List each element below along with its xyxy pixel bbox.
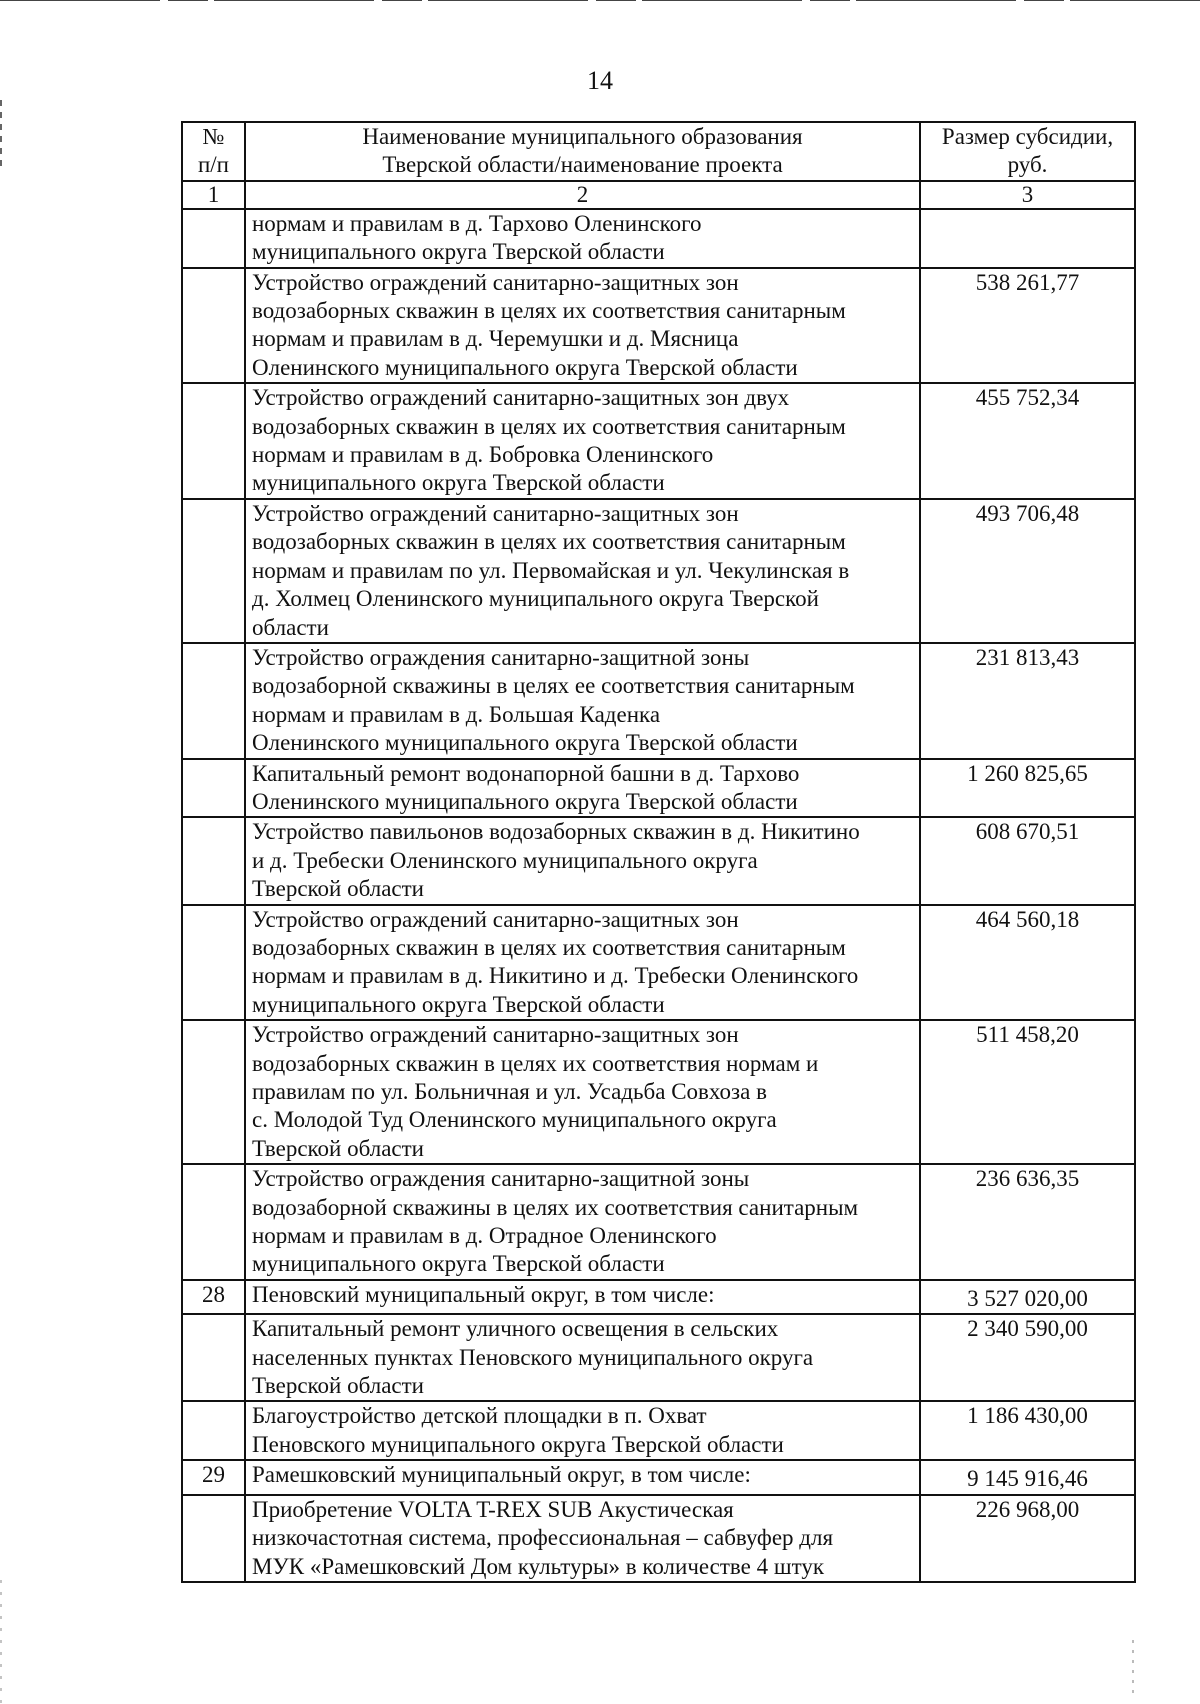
row-name-line: водозаборных скважин в целях их соответствия санитарным: [252, 413, 846, 439]
row-name: [245, 268, 920, 384]
row-name-line: водозаборной скважины в целях их соответствия санитарным: [252, 1194, 859, 1220]
header-sum-line: руб.: [1007, 152, 1048, 178]
row-name-line: муниципального округа Тверской области: [252, 239, 665, 265]
row-name-line: водозаборных скважин в целях их соответствия санитарным: [252, 934, 846, 960]
row-name-line: муниципального округа Тверской области: [252, 991, 665, 1017]
row-name-line: Оленинского муниципального округа Тверской области: [252, 788, 798, 814]
row-name: [245, 1164, 920, 1280]
row-name-line: Рамешковский муниципальный округ, в том числе:: [252, 1462, 751, 1488]
row-name: [245, 643, 920, 759]
row-number: [182, 905, 245, 1021]
row-name-line: д. Холмец Оленинского муниципального округа Тверской: [252, 586, 819, 612]
subsidy-table: [181, 121, 1136, 1583]
row-number: [182, 209, 245, 268]
row-number: 29: [182, 1460, 245, 1494]
section-row: [182, 1280, 1135, 1314]
row-subsidy-amount: 493 706,48: [920, 499, 1135, 643]
row-name-line: области: [252, 614, 329, 640]
row-name-line: водозаборной скважины в целях ее соответствия санитарным: [252, 673, 855, 699]
header-name-line: Тверской области/наименование проекта: [382, 152, 783, 178]
row-name: [245, 817, 920, 904]
table-row: [182, 1401, 1135, 1460]
row-name-line: муниципального округа Тверской области: [252, 1251, 665, 1277]
header-sum-line: Размер субсидии,: [941, 124, 1114, 149]
row-subsidy-amount: 464 560,18: [920, 905, 1135, 1021]
row-subsidy-amount: 511 458,20: [920, 1020, 1135, 1164]
row-name-line: нормам и правилам в д. Никитино и д. Требески Оленинского: [252, 963, 859, 989]
row-number: [182, 383, 245, 499]
row-number: [182, 268, 245, 384]
table-row: [182, 905, 1135, 1021]
row-name-line: и д. Требески Оленинского муниципального округа: [252, 847, 758, 873]
row-subsidy-amount: 538 261,77: [920, 268, 1135, 384]
table-body: [182, 209, 1135, 1582]
row-subsidy-amount: 455 752,34: [920, 383, 1135, 499]
row-name-line: Устройство ограждений санитарно-защитных зон двух: [252, 385, 790, 411]
row-name-line: нормам и правилам в д. Бобровка Оленинского: [252, 442, 714, 468]
row-name: [245, 1495, 920, 1582]
row-name-line: Устройство павильонов водозаборных скважин в д. Никитино: [252, 819, 860, 845]
row-name: [245, 1280, 920, 1314]
row-number: [182, 1164, 245, 1280]
table-row: [182, 268, 1135, 384]
row-subsidy-amount: 3 527 020,00: [920, 1280, 1135, 1314]
row-name-line: населенных пунктах Пеновского муниципального округа: [252, 1344, 814, 1370]
table-row: [182, 1495, 1135, 1582]
row-name-line: с. Молодой Туд Оленинского муниципального округа: [252, 1107, 777, 1133]
row-name-line: низкочастотная система, профессиональная – сабвуфер для: [252, 1525, 834, 1551]
column-number-row: [182, 181, 1135, 209]
row-name: [245, 1401, 920, 1460]
row-name-line: водозаборных скважин в целях их соответствия санитарным: [252, 529, 846, 555]
table-header-row: [182, 122, 1135, 181]
row-name-line: водозаборных скважин в целях их соответствия нормам и: [252, 1050, 819, 1076]
header-name: [245, 122, 920, 181]
row-name-line: муниципального округа Тверской области: [252, 470, 665, 496]
header-num: [182, 122, 245, 181]
row-name: [245, 499, 920, 643]
row-name-line: нормам и правилам в д. Черемушки и д. Мясница: [252, 326, 739, 352]
row-name-line: Капитальный ремонт уличного освещения в сельских: [252, 1316, 779, 1342]
row-subsidy-amount: 9 145 916,46: [920, 1460, 1135, 1494]
row-subsidy-amount: 236 636,35: [920, 1164, 1135, 1280]
row-subsidy-amount: 2 340 590,00: [920, 1314, 1135, 1401]
row-name-line: МУК «Рамешковский Дом культуры» в количестве 4 штук: [252, 1553, 824, 1579]
row-name-line: правилам по ул. Больничная и ул. Усадьба Совхоза в: [252, 1079, 767, 1104]
row-name: [245, 759, 920, 818]
row-name-line: нормам и правилам по ул. Первомайская и ул. Чекулинская в: [252, 557, 850, 583]
column-number: 3: [920, 181, 1135, 209]
row-name-line: Устройство ограждений санитарно-защитных зон: [252, 1022, 739, 1048]
table-row: [182, 209, 1135, 268]
header-num-line: п/п: [197, 152, 229, 178]
row-number: [182, 643, 245, 759]
table-row: [182, 817, 1135, 904]
table-row: [182, 499, 1135, 643]
row-name: [245, 1020, 920, 1164]
row-number: [182, 817, 245, 904]
row-name-line: Тверской области: [252, 1135, 424, 1161]
table-row: [182, 759, 1135, 818]
row-name: [245, 1314, 920, 1401]
row-number: 28: [182, 1280, 245, 1314]
header-sum: [920, 122, 1135, 181]
column-number: 2: [245, 181, 920, 209]
row-name-line: нормам и правилам в д. Тархово Оленинского: [252, 210, 702, 236]
row-name-line: Оленинского муниципального округа Тверской области: [252, 730, 798, 756]
row-name: [245, 1460, 920, 1494]
column-number: 1: [182, 181, 245, 209]
row-name-line: Устройство ограждений санитарно-защитных зон: [252, 269, 739, 295]
row-subsidy-amount: 608 670,51: [920, 817, 1135, 904]
header-name-line: Наименование муниципального образования: [362, 124, 803, 149]
row-name-line: нормам и правилам в д. Большая Каденка: [252, 701, 661, 727]
row-name-line: Пеновского муниципального округа Тверской области: [252, 1431, 784, 1457]
row-name-line: Устройство ограждений санитарно-защитных зон: [252, 906, 739, 932]
row-number: [182, 1020, 245, 1164]
row-name-line: Благоустройство детской площадки в п. Охват: [252, 1403, 707, 1429]
row-number: [182, 759, 245, 818]
row-name-line: Пеновский муниципальный округ, в том числе:: [252, 1281, 715, 1307]
table-row: [182, 1020, 1135, 1164]
row-name-line: водозаборных скважин в целях их соответствия санитарным: [252, 298, 846, 324]
row-name-line: Устройство ограждения санитарно-защитной зоны: [252, 1166, 750, 1192]
table-row: [182, 643, 1135, 759]
row-name: [245, 905, 920, 1021]
row-name-line: Оленинского муниципального округа Тверской области: [252, 354, 798, 380]
row-number: [182, 1495, 245, 1582]
row-subsidy-amount: [920, 209, 1135, 268]
row-name-line: Тверской области: [252, 876, 424, 902]
row-name: [245, 209, 920, 268]
row-name-line: Устройство ограждений санитарно-защитных зон: [252, 500, 739, 526]
row-name-line: Капитальный ремонт водонапорной башни в д. Тархово: [252, 760, 800, 786]
row-name-line: Приобретение VOLTA T-REX SUB Акустическая: [252, 1496, 734, 1522]
row-number: [182, 1314, 245, 1401]
row-number: [182, 499, 245, 643]
row-name: [245, 383, 920, 499]
row-subsidy-amount: 226 968,00: [920, 1495, 1135, 1582]
header-num-line: №: [202, 124, 225, 149]
row-name-line: Тверской области: [252, 1373, 424, 1399]
row-subsidy-amount: 231 813,43: [920, 643, 1135, 759]
row-subsidy-amount: 1 260 825,65: [920, 759, 1135, 818]
row-subsidy-amount: 1 186 430,00: [920, 1401, 1135, 1460]
row-name-line: нормам и правилам в д. Отрадное Оленинского: [252, 1223, 717, 1249]
table-row: [182, 1164, 1135, 1280]
table-row: [182, 383, 1135, 499]
row-number: [182, 1401, 245, 1460]
row-name-line: Устройство ограждения санитарно-защитной зоны: [252, 644, 750, 670]
section-row: [182, 1460, 1135, 1494]
table-row: [182, 1314, 1135, 1401]
page-number: 14: [587, 66, 613, 95]
